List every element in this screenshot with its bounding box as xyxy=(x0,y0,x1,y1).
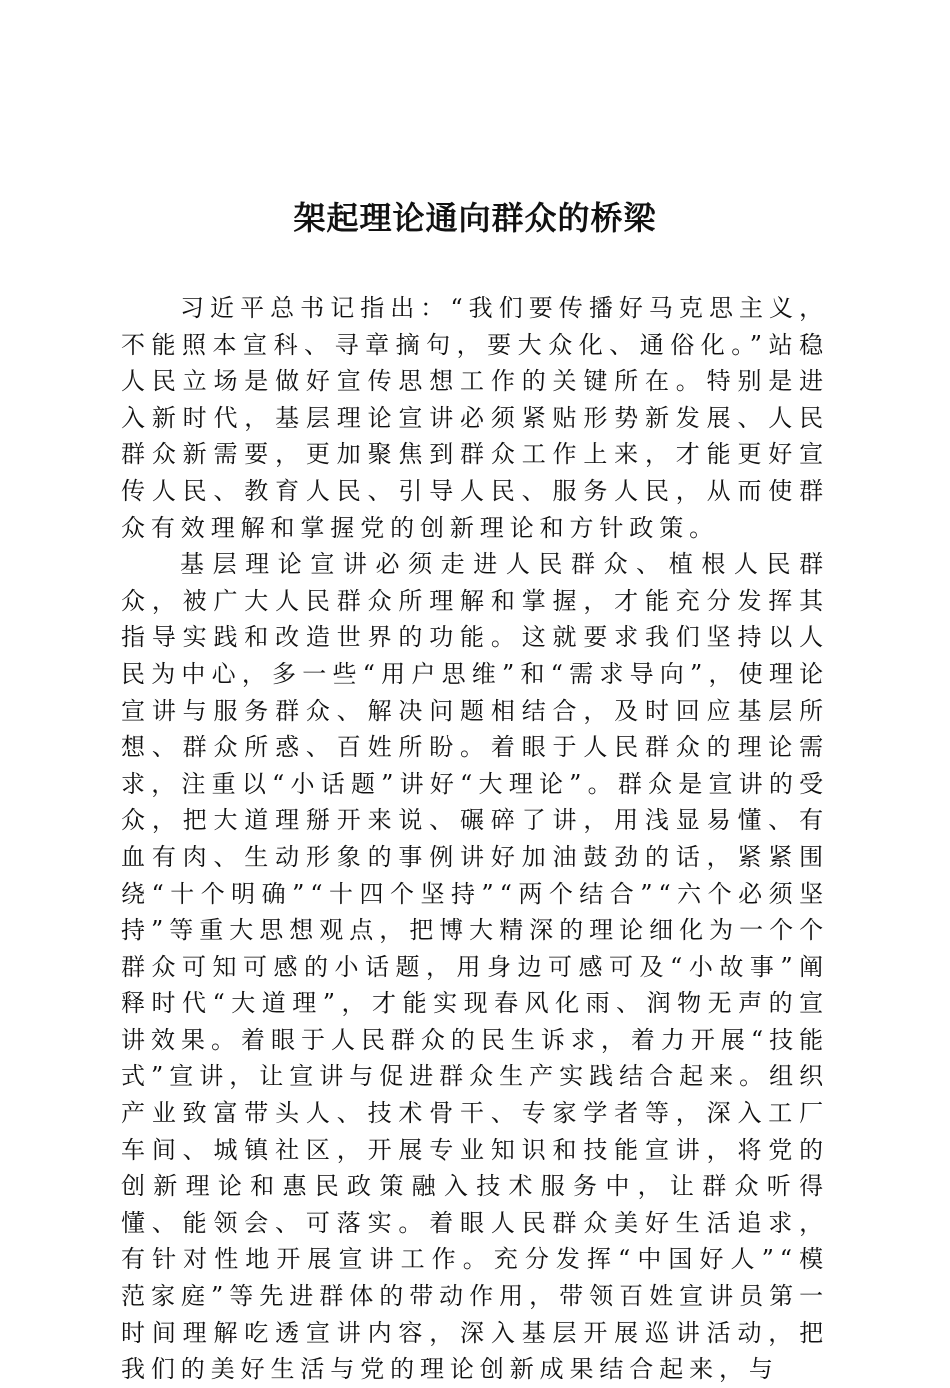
document-title: 架起理论通向群众的桥梁 xyxy=(293,199,657,237)
document-body xyxy=(121,290,829,1388)
paragraph-1: 习近平总书记指出：“我们要传播好马克思主义，不能照本宣科、寻章摘句，要大众化、通俗化。”站稳人民立场是做好宣传思想工作的关键所在。特别是进入新时代，基层理论宣讲必须紧贴形势新发展、人民群众新需要，更加聚焦到群众工作上来，才能更好宣传人民、教育人民、引导人民、服务人民，从而使群众有效理解和掌握党的创新理论和方针政策。 xyxy=(121,294,829,542)
paragraph-2: 基层理论宣讲必须走进人民群众、植根人民群众，被广大人民群众所理解和掌握，才能充分发挥其指导实践和改造世界的功能。这就要求我们坚持以人民为中心，多一些“用户思维”和“需求导向”，使理论宣讲与服务群众、解决问题相结合，及时回应基层所想、群众所惑、百姓所盼。着眼于人民群众的理论需求，注重以“小话题”讲好“大理论”。群众是宣讲的受众，把大道理掰开来说、碾碎了讲，用浅显易懂、有血有肉、生动形象的事例讲好加油鼓劲的话，紧紧围绕“十个明确”“十四个坚持”“两个结合”“六个必须坚持”等重大思想观点，把博大精深的理论细化为一个个群众可知可感的小话题，用身边可感可及“小故事”阐释时代“大道理”，才能实现春风化雨、润物无声的宣讲效果。着眼于人民群众的民生诉求，着力开展“技能式”宣讲，让宣讲与促进群众生产实践结合起来。组织产业致富带头人、技术骨干、专家学者等，深入工厂车间、城镇社区，开展专业知识和技能宣讲，将党的创新理论和惠民政策融入技术服务中，让群众听得懂、能领会、可落实。着眼人民群众美好生活追求，有针对性地开展宣讲工作。充分发挥“中国好人”“模范家庭”等先进群体的带动作用，带领百姓宣讲员第一时间理解吃透宣讲内容，深入基层开展巡讲活动，把我们的美好生活与党的理论创新成果结合起来，与 xyxy=(121,550,829,1384)
